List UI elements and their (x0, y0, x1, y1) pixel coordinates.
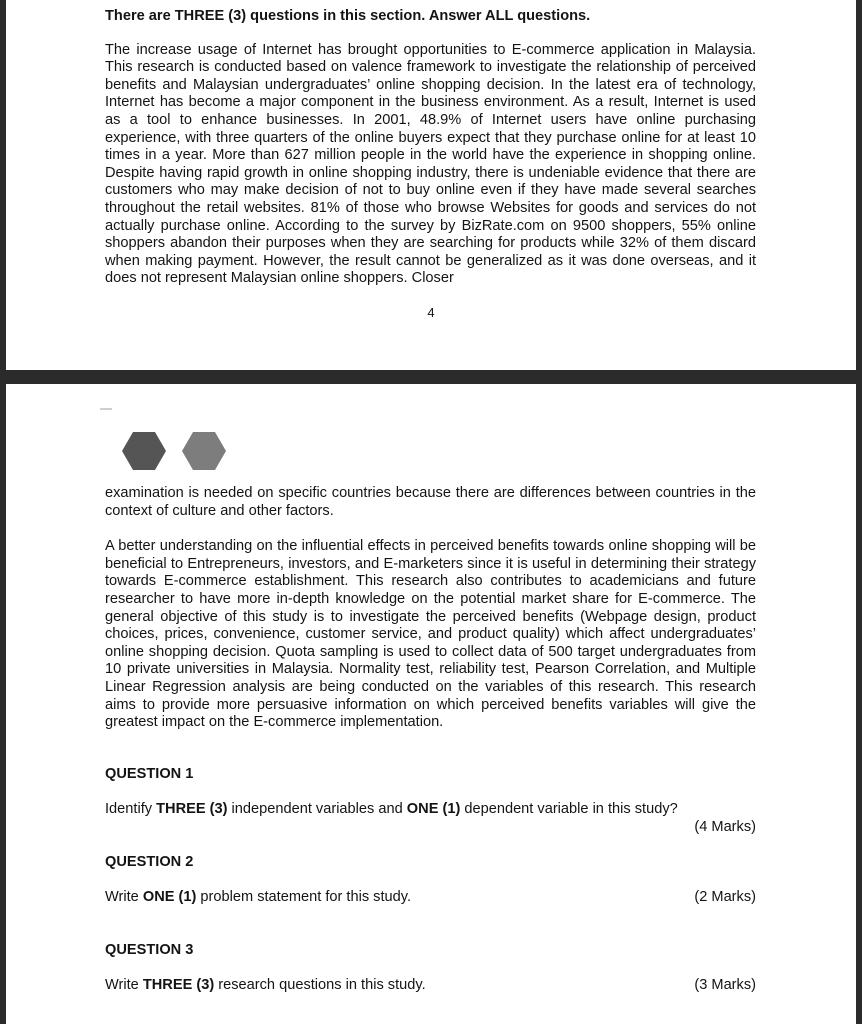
hexagon-dark-icon (122, 432, 166, 470)
scan-mark (100, 408, 112, 410)
question-3-text-part: research questions in this study. (214, 977, 426, 993)
question-1-text-part: independent variables and (227, 801, 407, 817)
question-1-marks: (4 Marks) (694, 819, 756, 835)
question-2-text-part: Write (105, 889, 143, 905)
question-3-marks: (3 Marks) (694, 977, 756, 993)
question-3-title: QUESTION 3 (105, 942, 194, 958)
question-1-text-part: Identify (105, 801, 157, 817)
page-2-content (105, 485, 756, 732)
hexagon-light-icon (182, 432, 226, 470)
question-1-bold-2: ONE (1) (406, 801, 461, 817)
question-1-bold-1: THREE (3) (156, 801, 228, 817)
question-2-text-part: problem statement for this study. (196, 889, 412, 905)
page-1-content (105, 8, 756, 288)
question-1-text-part: dependent variable in this study? (460, 801, 678, 817)
section-heading: There are THREE (3) questions in this section. Answer ALL questions. (105, 8, 591, 24)
second-paragraph: A better understanding on the influential effects in perceived benefits towards online shopping will be beneficial to Entrepreneurs, investors, and E-marketers since it is useful in determining their strategy towards E-commerce establishment. This research also contributes to academicians and future researcher to have more in-depth knowledge on the potential market share for E-commerce. The general objective of this study is to investigate the perceived benefits (Webpage design, product choices, prices, convenience, customer service, and product quality) which affect undergraduates’ online shopping decision. Quota sampling is used to collect data of 500 target undergraduates from 10 private universities in Malaysia. Normality test, reliability test, Pearson Correlation, and Multiple Linear Regression analysis are being conducted on the variables of this research. This research aims to provide more persuasive information on which perceived benefits variables will give the greatest impact on the E-commerce implementation. (105, 538, 756, 731)
question-1-title: QUESTION 1 (105, 766, 194, 782)
question-2-bold-1: ONE (1) (142, 889, 197, 905)
question-2-title: QUESTION 2 (105, 854, 194, 870)
document-page-2 (6, 384, 856, 1024)
page-number: 4 (427, 305, 435, 320)
document-page-1 (6, 0, 856, 370)
intro-paragraph: The increase usage of Internet has brought opportunities to E-commerce application in Malaysia. This research is conducted based on valence framework to investigate the relationship of perceived benefits and Malaysian undergraduates’ online shopping decision. In the latest era of technology, Internet has become a major component in the business environment. As a result, Internet is used as a tool to enhance businesses. In 2001, 48.9% of Internet users have online purchasing experience, with three quarters of the online buyers expect that they purchase online for at least 10 times in a year. More than 627 million people in the world have the experience in shopping online. Despite having rapid growth in online shopping industry, there is undeniable evidence that there are customers who may make decision of not to buy online even if they have made several searches throughout the retail websites. 81% of those who browse Websites for goods and services do not actually purchase online. According to the survey by BizRate.com on 9500 shoppers, 55% online shoppers abandon their purposes when they are searching for products while 32% of them discard when making payment. However, the result cannot be generalized as it was done overseas, and it does not represent Malaysian online shoppers. Closer (105, 41, 756, 287)
question-3-bold-1: THREE (3) (142, 977, 215, 993)
question-3-text-part: Write (105, 977, 143, 993)
question-3-text (105, 977, 756, 995)
question-2-text (105, 889, 756, 907)
question-2-marks: (2 Marks) (694, 889, 756, 905)
question-1-text (105, 801, 756, 819)
continued-paragraph: examination is needed on specific countries because there are differences between countries in the context of culture and other factors. (105, 485, 756, 519)
